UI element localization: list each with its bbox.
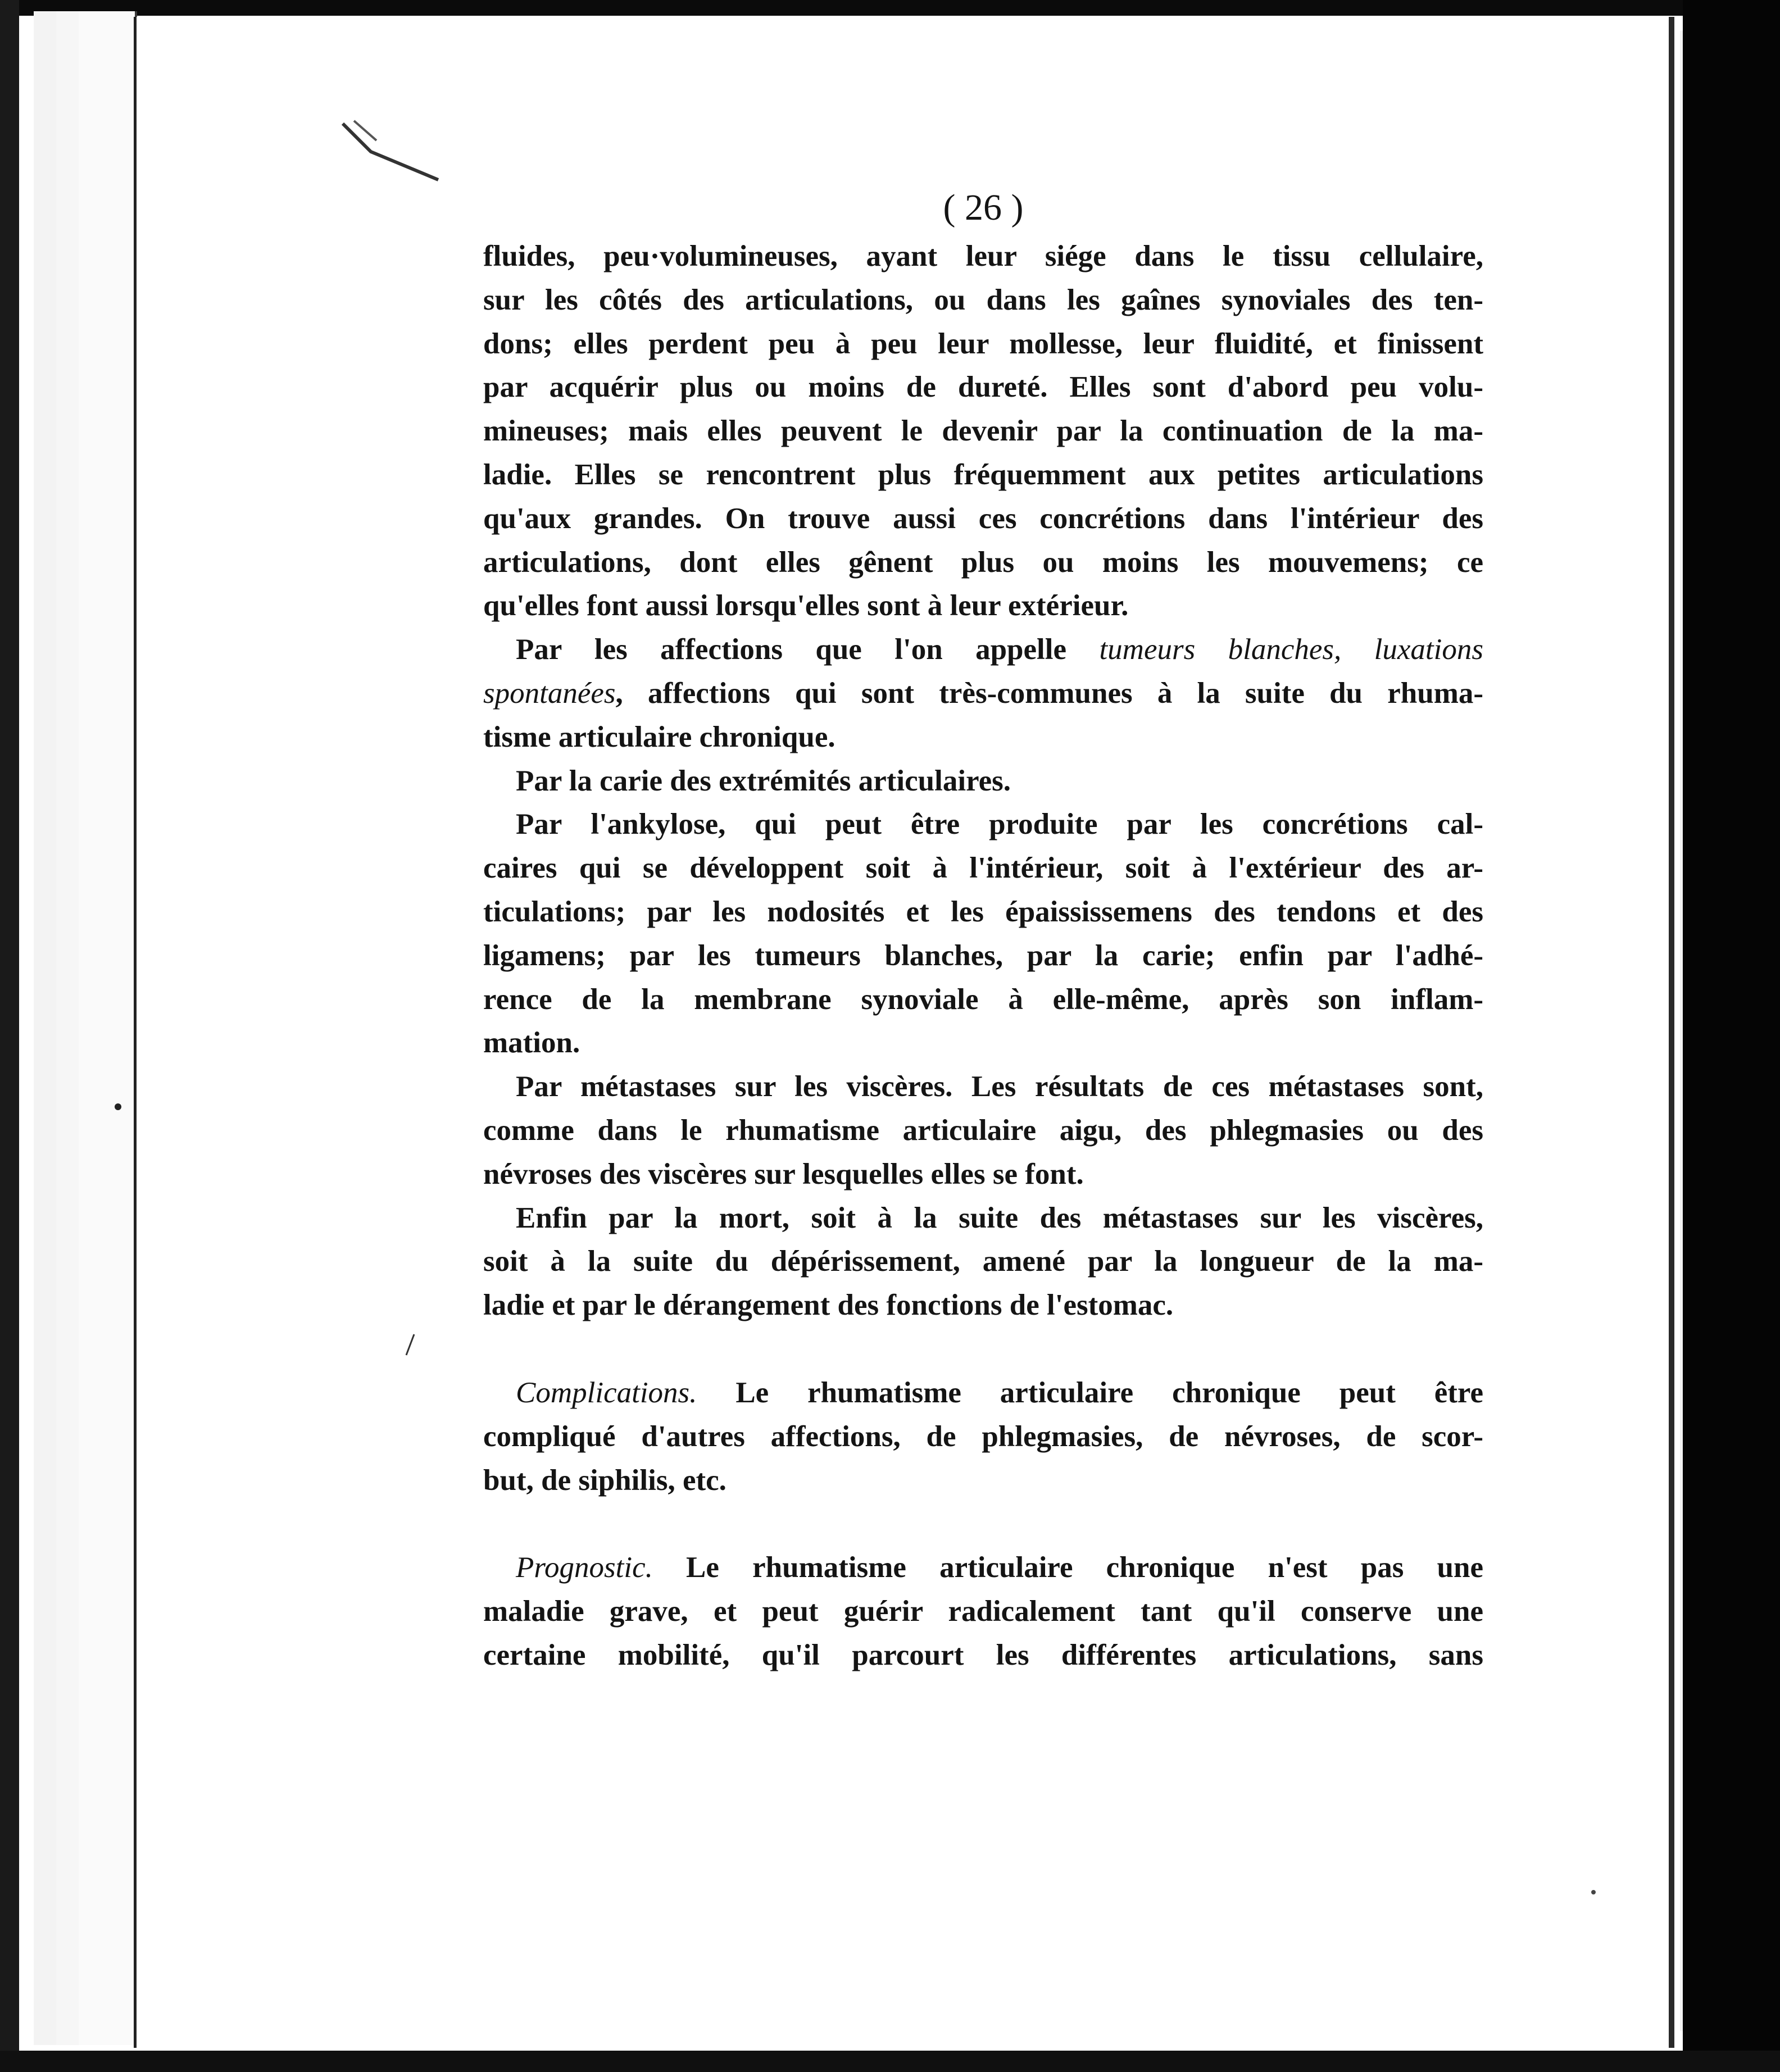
text-line: but, de siphilis, etc. [483, 1464, 726, 1497]
text-line: soit à la suite du dépérissement, amené par la longueur de la ma- [483, 1245, 1483, 1278]
paragraph-mort [483, 1197, 1483, 1328]
text-line: qu'elles font aussi lorsqu'elles sont à leur extérieur. [483, 589, 1129, 622]
text-line: mineuses; mais elles peuvent le devenir par la continuation de la ma- [483, 415, 1483, 448]
text-line: articulations, dont elles gênent plus ou moins les mouvemens; ce [483, 546, 1483, 579]
scan-border-bottom [0, 2051, 1780, 2072]
ink-speck [112, 1101, 124, 1112]
page-gutter-shadow [1669, 17, 1674, 2048]
text-line: Par l'ankylose, qui peut être produite par les concrétions cal- [516, 808, 1483, 841]
text-run: , affections qui sont très-communes à la suite du rhuma- [615, 676, 1483, 710]
text-line: mation. [483, 1026, 580, 1060]
ink-speck [402, 1332, 419, 1360]
italic-term: tumeurs blanches, luxations [1099, 633, 1483, 666]
text-line: tisme articulaire chronique. [483, 720, 835, 753]
text-line [483, 1371, 1483, 1415]
scan-border-left [0, 0, 19, 2072]
text-line: dons; elles perdent peu à peu leur mollesse, leur fluidité, et finissent [483, 327, 1483, 360]
text-line: Enfin par la mort, soit à la suite des métastases sur les viscères, [516, 1201, 1483, 1234]
paragraph-tumeurs-blanches [483, 628, 1483, 759]
section-heading-complications: Complications. [516, 1376, 697, 1409]
text-line: fluides, peu·volumineuses, ayant leur siége dans le tissu cellulaire, [483, 240, 1483, 272]
scan-border-right [1683, 0, 1780, 2072]
text-line [483, 672, 1483, 716]
text-line: ligamens; par les tumeurs blanches, par la carie; enfin par l'adhé- [483, 939, 1483, 972]
text-line: compliqué d'autres affections, de phlegmasies, de névroses, de scor- [483, 1420, 1483, 1453]
text-line: certaine mobilité, qu'il parcourt les différentes articulations, sans [483, 1638, 1483, 1671]
page-text [483, 185, 1483, 1678]
section-gap [483, 1328, 1483, 1371]
paragraph-ankylose [483, 803, 1483, 1065]
paragraph-metastases [483, 1065, 1483, 1196]
pencil-stroke-mark [337, 112, 449, 191]
text-line: maladie grave, et peut guérir radicalement tant qu'il conserve une [483, 1595, 1483, 1628]
text-line: névroses des viscères sur lesquelles elles se font. [483, 1157, 1084, 1191]
text-line: ladie et par le dérangement des fonctions de l'estomac. [483, 1289, 1174, 1322]
text-line: Par la carie des extrémités articulaires. [516, 764, 1011, 797]
text-line [483, 1546, 1483, 1590]
paragraph-carie [483, 760, 1483, 803]
text-run: Par les affections que l'on appelle [516, 633, 1100, 666]
ink-speck [1589, 1888, 1598, 1897]
text-line: Par métastases sur les viscères. Les résultats de ces métastases sont, [516, 1070, 1483, 1103]
text-line: qu'aux grandes. On trouve aussi ces concrétions dans l'intérieur des [483, 502, 1483, 535]
scan-border-top [0, 0, 1780, 16]
page-stack-edge [79, 11, 137, 2045]
section-heading-prognostic: Prognostic. [516, 1551, 653, 1584]
text-line [483, 628, 1483, 672]
section-complications [483, 1371, 1483, 1502]
text-run: Le rhumatisme articulaire chronique peut être [697, 1376, 1483, 1409]
text-line: par acquérir plus ou moins de dureté. Elles sont d'abord peu volu- [483, 371, 1483, 404]
italic-term: spontanées [483, 676, 616, 710]
text-line: ticulations; par les nodosités et les épaississemens des tendons et des [483, 895, 1483, 928]
section-prognostic [483, 1546, 1483, 1677]
page-number-header: ( 26 ) [943, 187, 1024, 228]
text-line: comme dans le rhumatisme articulaire aigu, des phlegmasies ou des [483, 1114, 1483, 1147]
paragraph-concretions [483, 235, 1483, 628]
text-line: sur les côtés des articulations, ou dans les gaînes synoviales des ten- [483, 283, 1483, 316]
text-line: ladie. Elles se rencontrent plus fréquemment aux petites articulations [483, 458, 1483, 491]
text-run: Le rhumatisme articulaire chronique n'est pas une [652, 1551, 1483, 1584]
text-line: rence de la membrane synoviale à elle-même, après son inflam- [483, 983, 1483, 1016]
section-gap [483, 1502, 1483, 1546]
text-line: caires qui se développent soit à l'intérieur, soit à l'extérieur des ar- [483, 852, 1483, 885]
